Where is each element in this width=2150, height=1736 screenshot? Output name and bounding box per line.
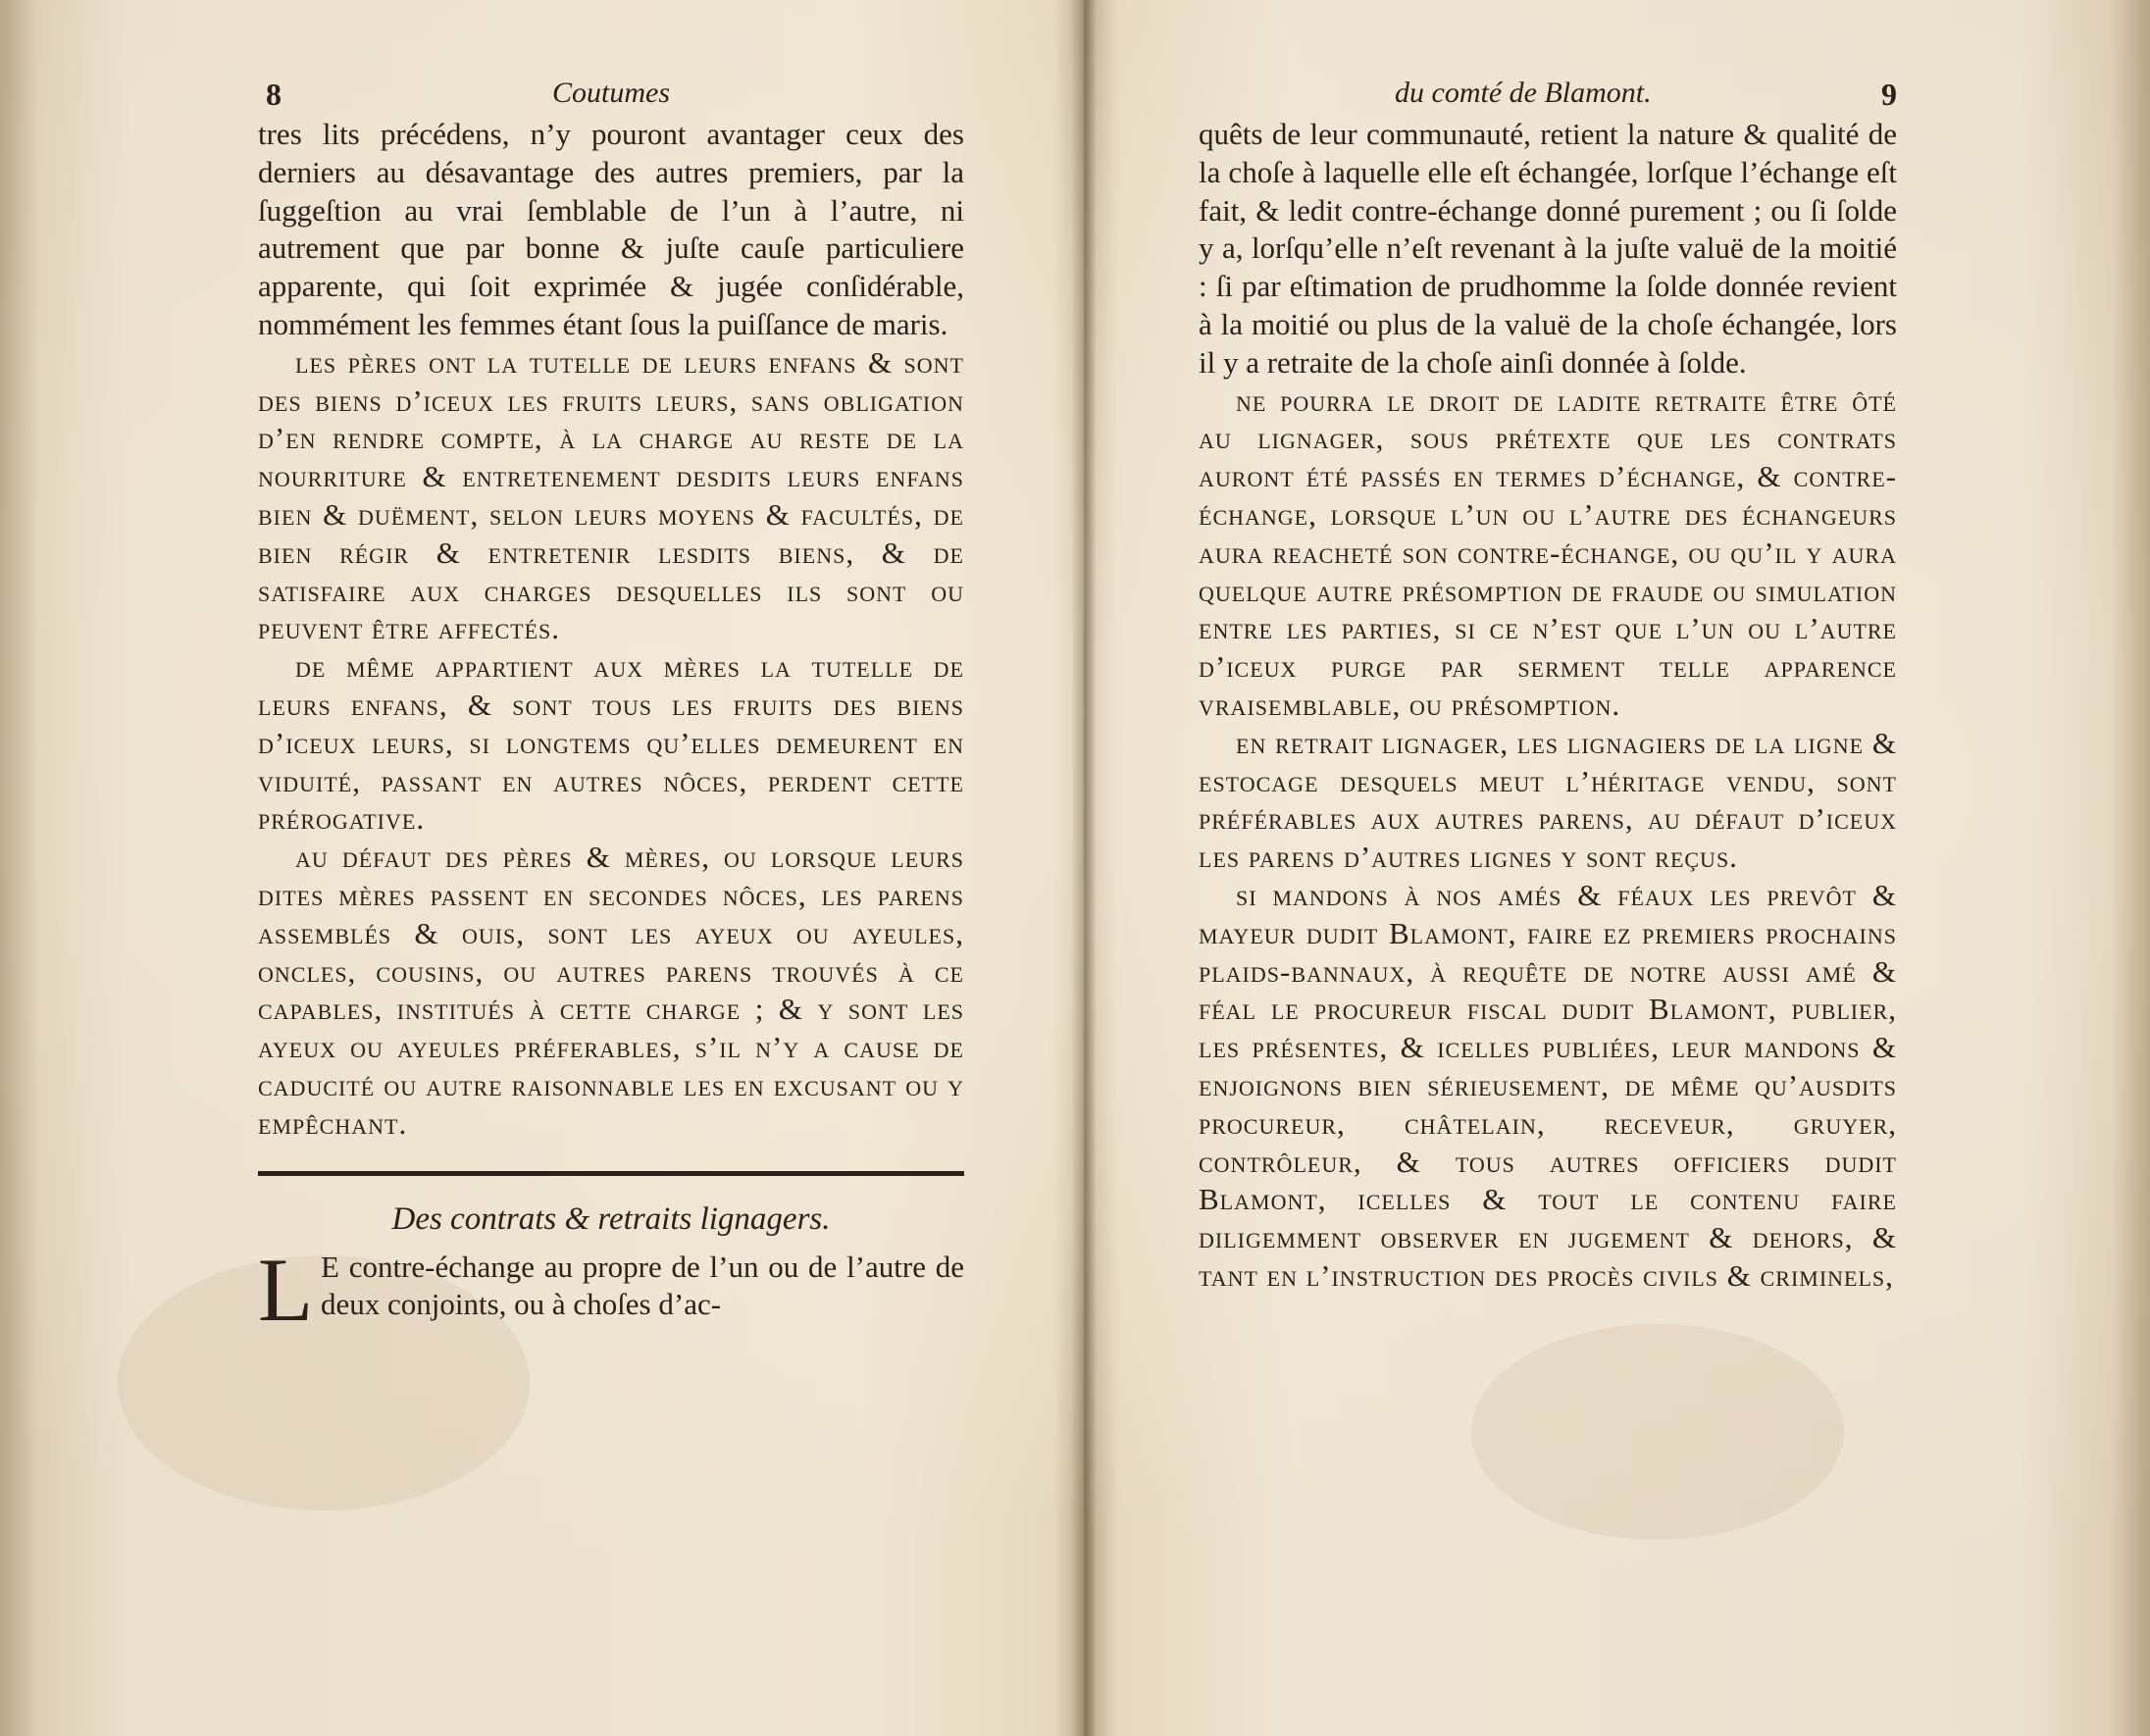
paragraph: les pères ont la tutelle de leurs enfans & ſont des biens d’iceux les fruits leurs, ſans obligation d’en rendre compte, à la charge au reſte de la nourriture & entretenement deſdits leurs enfans bien & duëment, ſelon leurs moyens & facultés, de bien régir & entretenir leſdits biens, & de ſatisfaire aux charges deſquelles ils ſont ou peuvent être affectés. [258, 344, 964, 646]
drop-cap: L [258, 1239, 314, 1340]
page-number: 8 [266, 77, 282, 112]
right-page [1199, 77, 1897, 1296]
paragraph: au défaut des pères & mères, ou lorſque leurs dites mères paſſent en ſecondes nôces, les parens aſſemblés & ouis, ſont les ayeux ou ayeules, oncles, couſins, ou autres parens trouvés à ce capables, inſtitués à cette charge ; & y ſont les ayeux ou ayeules préferables, s’il n’y a cauſe de caducité ou autre raiſonnable les en excuſant ou y empêchant. [258, 840, 964, 1141]
paragraph: tres lits précédens, n’y pouront avantager ceux des derniers au désavantage des autres premiers, par la ſuggeſtion au vrai ſemblable de l’un à l’autre, ni autrement que par bonne & juſte cauſe particuliere apparente, qui ſoit exprimée & jugée conſidérable, nommément les femmes étant ſous la puiſſance de maris. [258, 117, 964, 341]
paragraph: E contre-échange au propre de l’un ou de l’autre de deux conjoints, ou à choſes d’ac- [321, 1249, 964, 1322]
body-text [1199, 116, 1897, 1296]
paragraph: quêts de leur communauté, retient la nature & qualité de la choſe à laquelle elle eſt échangée, lorſque l’échange eſt fait, & ledit contre-échange donné purement ; ou ſi ſolde y a, lorſqu’elle n’eſt revenant à la juſte valuë de la moitié : ſi par eſtimation de prudhomme la ſolde donnée revient à la moitié ou plus de la valuë de la choſe échangée, lors il y a retraite de la choſe ainſi donnée à ſolde. [1199, 117, 1897, 380]
page-edge-right [2111, 0, 2150, 1736]
page-edge-left [0, 0, 39, 1736]
running-head [258, 77, 964, 116]
paragraph: ne pourra le droit de ladite retraite être ôté au lignager, ſous prétexte que les contrats auront été paſſés en termes d’échange, & contre-échange, lorſque l’un ou l’autre des échangeurs aura reacheté ſon contre-échange, ou qu’il y aura quelque autre préſomption de fraude ou ſimulation entre les parties, ſi ce n’eſt que l’un ou l’autre d’iceux purge par ſerment telle apparence vraiſemblable, ou préſomption. [1199, 383, 1897, 722]
section-title: Des contrats & retraits lignagers. [391, 1200, 831, 1237]
paper-stain [1471, 1324, 1844, 1540]
paragraph: si mandons à nos amés & féaux les prevôt & mayeur dudit Blamont, faire ez premiers prochains plaids-bannaux, à requête de notre auſſi amé & féal le procureur fiſcal dudit Blamont, publier, les préſentes, & icelles publiées, leur mandons & enjoignons bien ſérieuſement, de même qu’auſdits procureur, châtelain, receveur, gruyer, contrôleur, & tous autres officiers dudit Blamont, icelles & tout le contenu faire diligemment obſerver en jugement & dehors, & tant en l’inſtruction des procès civils & criminels, [1199, 877, 1897, 1293]
running-head-title: du comté de Blamont. [1395, 77, 1652, 109]
running-head [1199, 77, 1897, 116]
body-text [258, 116, 964, 1144]
running-head-title: Coutumes [552, 77, 670, 109]
left-page [258, 77, 964, 1340]
dropcap-paragraph [258, 1239, 964, 1340]
book-gutter [1071, 0, 1097, 1736]
section-rule [258, 1171, 964, 1176]
paragraph: en retrait lignager, les lignagiers de la ligne & eſtocage deſquels meut l’héritage vendu, ſont préférables aux autres parens, au défaut d’iceux les parens d’autres lignes y ſont reçus. [1199, 725, 1897, 875]
paragraph: de même appartient aux mères la tutelle de leurs enfans, & ſont tous les fruits des biens d’iceux leurs, ſi longtems qu’elles demeurent en viduité, paſſant en autres nôces, perdent cette prérogative. [258, 649, 964, 837]
page-number: 9 [1881, 77, 1897, 112]
